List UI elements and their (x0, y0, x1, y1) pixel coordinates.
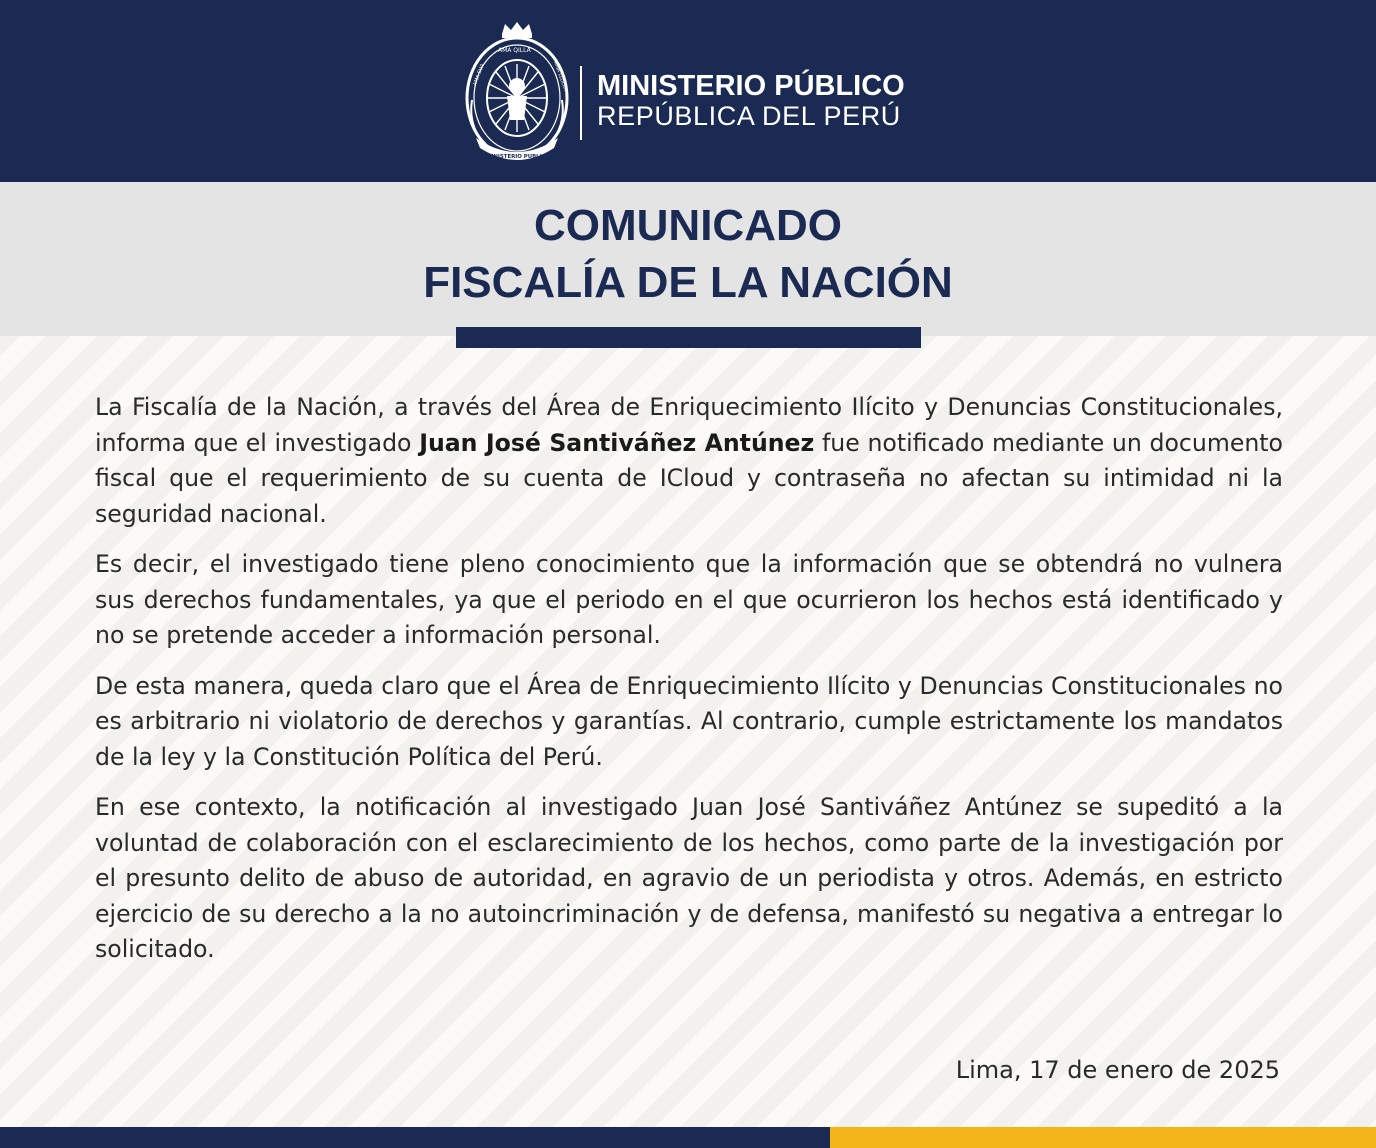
brand-divider (580, 66, 582, 140)
brand-name: MINISTERIO PÚBLICO (597, 70, 905, 102)
place-and-date: Lima, 17 de enero de 2025 (955, 1056, 1280, 1084)
footer-bar-navy (0, 1127, 830, 1148)
footer-bar-gold (830, 1127, 1376, 1148)
investigated-person-name: Juan José Santiváñez Antúnez (419, 428, 815, 457)
ministerio-publico-seal-icon (462, 20, 572, 170)
seal-ring-bottom-text: MINISTERIO PUBLICO (486, 154, 551, 160)
paragraph-4: En ese contexto, la notificación al investigado Juan José Santiváñez Antúnez se supeditó a la voluntad de colaboración con el esclarecimiento de los hechos, como parte de la investigación por el presunto delito de abuso de autoridad, en agravio de un periodista y otros. Además, en estricto ejercicio de su derecho a la no autoincriminación y de defensa, manifestó su negativa a entregar lo solicitado. (95, 793, 1283, 963)
paragraph-3: De esta manera, queda claro que el Área de Enriquecimiento Ilícito y Denuncias Constitucionales no es arbitrario ni violatorio de derechos y garantías. Al contrario, cumple estrictamente los mandatos de la ley y la Constitución Política del Perú. (95, 671, 1283, 771)
issuer-title: FISCALÍA DE LA NACIÓN (423, 258, 953, 307)
title-underline-bar (456, 327, 921, 348)
brand-wordmark (597, 71, 905, 131)
seal-ring-right-text: AMA LLULLA (552, 60, 569, 92)
brand-country: REPÚBLICA DEL PERÚ (597, 101, 901, 131)
paragraph-1 (95, 390, 1283, 532)
seal-ring-top-text: AMA QILLA (498, 47, 531, 54)
paragraph-2: Es decir, el investigado tiene pleno conocimiento que la información que se obtendrá no vulnera sus derechos fundamentales, ya que el periodo en el que ocurrieron los hechos está identificado y no se pretende acceder a información personal. (95, 550, 1283, 649)
seal-ring-left-text: AMA SUA (472, 63, 486, 87)
statement-body (95, 390, 1283, 983)
paragraph-1-end: fue notificado mediante un documento fiscal que el requerimiento de su cuenta de ICloud y contraseña no afectan su intimidad ni la seguridad nacional. (95, 428, 1283, 528)
header-bar (0, 0, 1376, 182)
document-type-title: COMUNICADO (534, 201, 842, 250)
paragraph-1-start: La Fiscalía de la Nación, a través del Área de Enriquecimiento Ilícito y Denuncias Constitucionales, informa que el investigado (95, 393, 1283, 457)
